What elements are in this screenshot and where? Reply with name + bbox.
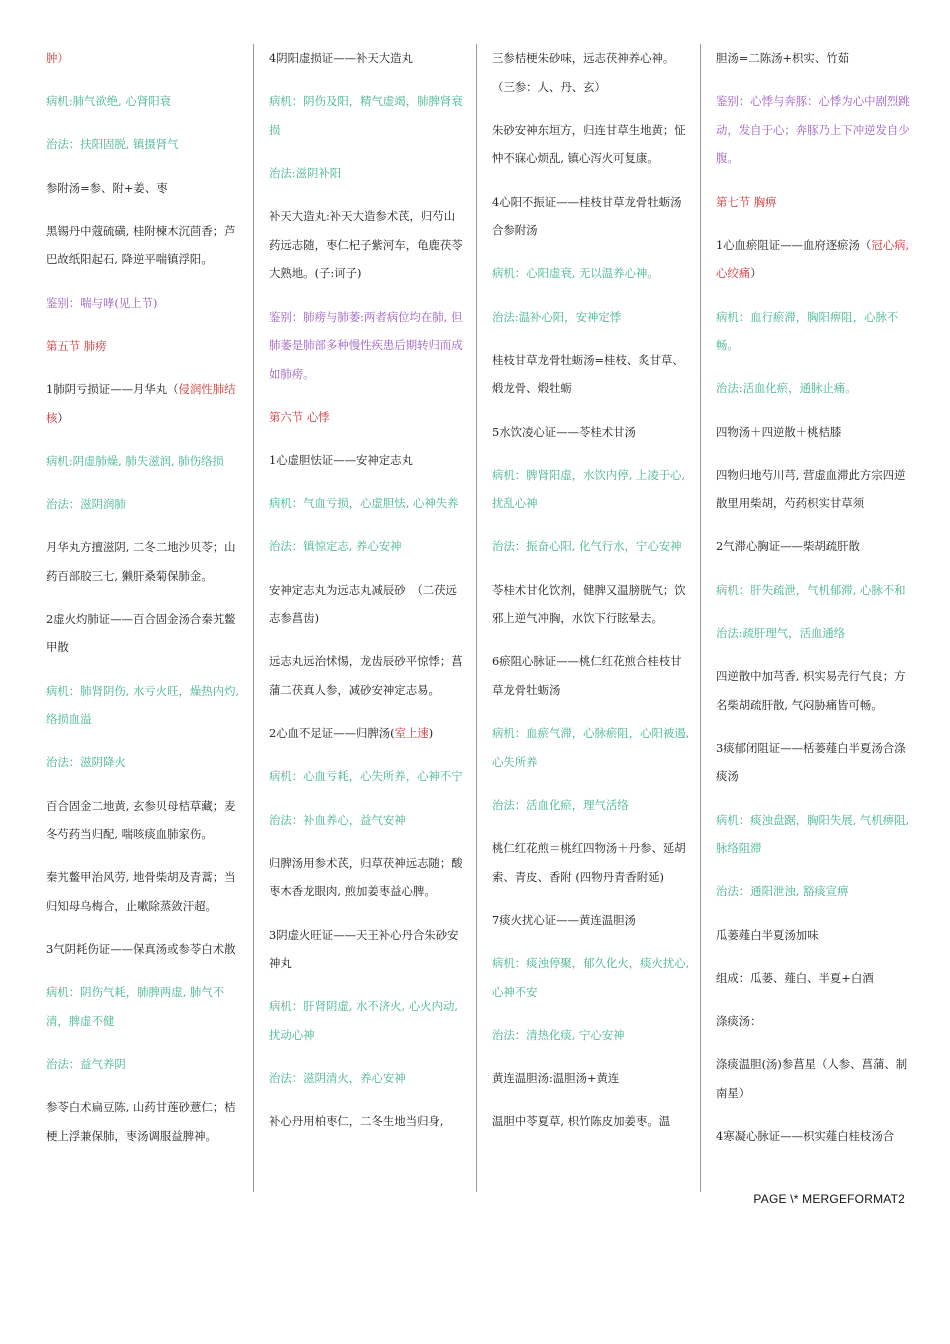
paragraph — [46, 792, 242, 849]
text-run: 3阴虚火旺证——天王补心丹合朱砂安神丸 — [269, 927, 459, 971]
paragraph — [46, 44, 242, 73]
paragraph — [269, 762, 466, 791]
paragraph-gap — [492, 705, 690, 720]
paragraph — [716, 921, 916, 950]
paragraph — [269, 806, 466, 835]
text-run: 3气阴耗伤证——保真汤或参苓白术散 — [46, 942, 236, 957]
paragraph — [492, 1021, 690, 1050]
text-run: 1心血瘀阻证——血府逐瘀汤（ — [716, 237, 872, 252]
paragraph-gap — [492, 288, 690, 303]
paragraph — [716, 461, 916, 518]
paragraph-gap — [46, 921, 242, 936]
paragraph — [716, 188, 916, 217]
paragraph — [46, 677, 242, 734]
paragraph — [46, 490, 242, 519]
paragraph — [716, 619, 916, 648]
text-run: 涤痰汤： — [716, 1013, 762, 1028]
text-run: ) — [428, 726, 434, 741]
paragraph — [269, 532, 466, 561]
paragraph-gap — [269, 288, 466, 303]
paragraph-gap — [716, 1107, 916, 1122]
text-run: 治法：活血化瘀，理气活络 — [492, 798, 629, 812]
text-run: 治法：通阳泄浊, 豁痰宣痹 — [716, 884, 849, 899]
text-run: 鉴别：心悸与奔豚：心悸为心中剧烈跳动，发自于心；奔豚乃上下冲逆发自少腹。 — [716, 94, 910, 166]
paragraph — [492, 791, 690, 820]
text-run: 温胆中苓夏草, 枳竹陈皮加姜枣。温 — [492, 1114, 671, 1129]
column-divider — [700, 44, 701, 1192]
text-run: 治法:滋阴补阳 — [269, 165, 342, 180]
text-run: 四逆散中加芎香, 枳实易壳行气良；方名柴胡疏肝散, 气闷胁痛皆可畅。 — [716, 669, 906, 712]
paragraph — [492, 188, 690, 245]
text-run: 室上速 — [394, 726, 429, 741]
paragraph — [269, 719, 466, 748]
text-run: 3痰郁闭阻证——栝蒌薤白半夏汤合涤痰汤 — [716, 740, 906, 784]
paragraph — [269, 403, 466, 432]
paragraph — [269, 87, 466, 144]
text-run: 四物归地芍川芎, 营虚血滞此方宗四逆散里用柴胡，芍药枳实甘草须 — [716, 467, 906, 511]
paragraph — [269, 921, 466, 978]
text-run: 病机：血行瘀滞，胸阳痹阻，心脉不畅。 — [716, 309, 899, 353]
paragraph — [46, 174, 242, 203]
paragraph-gap — [269, 906, 466, 921]
paragraph — [269, 992, 466, 1049]
text-run: 2虚火灼肺证——百合固金汤合秦艽鳖甲散 — [46, 611, 236, 655]
text-run: 病机：阴伤气耗，肺脾两虚, 肺气不清，脾虚不健 — [46, 985, 225, 1028]
paragraph-gap — [716, 446, 916, 461]
text-column-2 — [269, 44, 466, 1194]
paragraph-gap — [492, 820, 690, 835]
paragraph — [269, 202, 466, 288]
paragraph-gap — [46, 159, 242, 174]
text-run: 治法:温补心阳，安神定悸 — [492, 309, 622, 324]
paragraph-gap — [269, 518, 466, 533]
text-run: 1心虚胆怯证——安神定志丸 — [269, 453, 413, 468]
paragraph — [46, 217, 242, 274]
paragraph-gap — [46, 849, 242, 864]
text-run: 治法：益气养阴 — [46, 1057, 126, 1072]
text-run: 2气滞心胸证——柴胡疏肝散 — [716, 539, 860, 554]
column-divider — [253, 44, 254, 1192]
paragraph — [716, 44, 916, 73]
text-run: 病机：肺肾阴伤, 水亏火旺，燥热内灼, 络损血溢 — [46, 683, 240, 727]
column-divider — [476, 44, 477, 1192]
paragraph — [492, 461, 690, 518]
text-run: 病机：阴伤及阳，精气虚竭，肺脾肾衰损 — [269, 94, 463, 137]
paragraph — [46, 87, 242, 116]
text-run: 肿） — [46, 51, 69, 65]
text-run: 1肺阴亏损证——月华丸（ — [46, 381, 179, 396]
paragraph — [46, 605, 242, 662]
paragraph-gap — [492, 446, 690, 461]
paragraph-gap — [46, 518, 242, 533]
text-run: 黑锡丹中蔻硫磺, 桂附楝木沉茴香；芦巴故纸阳起石, 降逆平喘镇浮阳。 — [46, 223, 236, 267]
paragraph — [716, 532, 916, 561]
paragraph — [492, 719, 690, 776]
text-run: ） — [750, 266, 762, 281]
paragraph-gap — [716, 791, 916, 806]
text-run: 四物汤＋四逆散＋桃桔膝 — [716, 424, 842, 439]
paragraph-gap — [269, 834, 466, 849]
paragraph — [716, 662, 916, 719]
text-run: 病机：心血亏耗，心失所养，心神不宁 — [269, 769, 463, 784]
paragraph-gap — [716, 863, 916, 878]
paragraph-gap — [46, 274, 242, 289]
paragraph-gap — [269, 748, 466, 763]
paragraph-gap — [269, 1093, 466, 1108]
text-run: 参苓白术扁豆陈, 山药甘莲砂薏仁；桔梗上浮兼保肺，枣汤调服益脾神。 — [46, 1100, 236, 1143]
paragraph — [46, 748, 242, 777]
text-run: 治法：滋阴清火，养心安神 — [269, 1071, 406, 1086]
paragraph-gap — [46, 475, 242, 490]
text-run: 苓桂术甘化饮剂，健脾又温膀胱气；饮邪上逆气冲胸，水饮下行眩晕去。 — [492, 582, 686, 626]
text-run: 5水饮凌心证——苓桂术甘汤 — [492, 424, 636, 439]
paragraph — [716, 1050, 916, 1107]
paragraph-gap — [716, 992, 916, 1007]
paragraph-gap — [492, 1050, 690, 1065]
paragraph-gap — [492, 633, 690, 648]
text-run: 三参桔梗朱砂味，远志茯神养心神。（三参：人、丹、玄） — [492, 51, 675, 94]
paragraph — [269, 159, 466, 188]
paragraph-gap — [716, 1036, 916, 1051]
text-run: ） — [57, 410, 69, 425]
paragraph-gap — [46, 432, 242, 447]
paragraph — [716, 303, 916, 360]
paragraph-gap — [269, 475, 466, 490]
text-run: 病机：血瘀气滞，心脉瘀阻，心阳被遏, 心失所养 — [492, 726, 690, 769]
paragraph — [46, 1050, 242, 1079]
text-run: 涤痰温胆(汤)参菖星（人参、菖蒲、制南星） — [716, 1057, 908, 1100]
paragraph — [46, 289, 242, 318]
text-run: 安神定志丸为远志丸减辰砂 （二茯远志参菖齿) — [269, 582, 457, 626]
paragraph-gap — [716, 949, 916, 964]
paragraph — [46, 130, 242, 159]
text-run: 病机：肝失疏泄，气机郁滞, 心脉不和 — [716, 582, 906, 597]
text-run: 远志丸远治怵惕，龙齿辰砂平惊悸；菖蒲二茯真人参，减砂安神定志易。 — [269, 654, 463, 698]
text-run: 治法：滋阴润肺 — [46, 496, 126, 511]
paragraph — [46, 533, 242, 590]
text-run: 秦艽鳖甲治风劳, 地骨柴胡及青蒿；当归知母乌梅合，止嗽除蒸敛汗超。 — [46, 870, 236, 913]
text-run: 病机：气血亏损，心虚胆怯, 心神失养 — [269, 496, 459, 511]
text-run: 朱砂安神东垣方，归连甘草生地黄；怔忡不寐心烦乱, 镇心泻火可复康。 — [492, 122, 686, 166]
paragraph-gap — [716, 647, 916, 662]
text-run: 病机:阴虚肺燥, 肺失滋润, 肺伤络损 — [46, 453, 224, 468]
paragraph-gap — [46, 1036, 242, 1051]
text-run: 百合固金二地黄, 玄参贝母桔草藏；麦冬芍药当归配, 喘咳痰血肺家伤。 — [46, 798, 236, 842]
text-run: 治法:疏肝理气，活血通络 — [716, 625, 846, 640]
paragraph-gap — [716, 173, 916, 188]
text-run: 治法：扶阳固脱, 镇摄肾气 — [46, 137, 179, 152]
text-run: 补心丹用柏枣仁，二冬生地当归身, — [269, 1114, 444, 1129]
text-run: 组成：瓜蒌、薤白、半夏+白酒 — [716, 970, 874, 985]
paragraph — [46, 332, 242, 361]
text-run: 鉴别：喘与哮(见上节) — [46, 295, 158, 310]
text-run: 病机：心阳虚衰, 无以温养心神。 — [492, 266, 659, 281]
paragraph — [716, 418, 916, 447]
paragraph-gap — [269, 188, 466, 203]
paragraph-gap — [716, 906, 916, 921]
paragraph-gap — [46, 360, 242, 375]
paragraph-gap — [46, 317, 242, 332]
paragraph — [46, 1093, 242, 1150]
paragraph-gap — [492, 245, 690, 260]
paragraph — [716, 1122, 916, 1151]
paragraph — [269, 576, 466, 633]
paragraph — [269, 849, 466, 906]
paragraph-gap — [269, 633, 466, 648]
paragraph-gap — [269, 73, 466, 88]
paragraph — [716, 806, 916, 863]
paragraph-gap — [492, 891, 690, 906]
paragraph-gap — [716, 216, 916, 231]
paragraph-gap — [269, 432, 466, 447]
paragraph — [269, 446, 466, 475]
paragraph — [492, 576, 690, 633]
paragraph-gap — [716, 403, 916, 418]
paragraph-gap — [46, 777, 242, 792]
paragraph-gap — [492, 173, 690, 188]
paragraph — [269, 1107, 466, 1136]
paragraph — [492, 1064, 690, 1093]
text-column-3 — [492, 44, 690, 1194]
text-run: 侵润性肺结核 — [46, 381, 236, 425]
text-run: 治法：补血养心，益气安神 — [269, 812, 406, 827]
text-run: 病机：肝肾阴虚, 水不济火, 心火内动, 扰动心神 — [269, 999, 458, 1042]
paragraph — [269, 303, 466, 389]
paragraph — [269, 489, 466, 518]
paragraph — [492, 1107, 690, 1136]
text-column-4 — [716, 44, 916, 1194]
paragraph-gap — [492, 561, 690, 576]
paragraph — [716, 734, 916, 791]
paragraph-gap — [269, 791, 466, 806]
paragraph — [269, 647, 466, 704]
paragraph — [492, 418, 690, 447]
paragraph-gap — [492, 403, 690, 418]
text-run: 4寒凝心脉证——枳实薤白桂枝汤合 — [716, 1128, 895, 1143]
text-run: 治法：滋阴降火 — [46, 755, 126, 770]
paragraph — [269, 1064, 466, 1093]
paragraph-gap — [492, 935, 690, 950]
paragraph-gap — [716, 360, 916, 375]
text-run: 病机：痰浊盘踞，胸阳失展, 气机痹阻, 脉络阻滞 — [716, 812, 910, 856]
text-run: 第六节 心悸 — [269, 409, 330, 424]
paragraph-gap — [269, 144, 466, 159]
text-run: 归脾汤用参术芪，归草茯神远志随；酸枣木香龙眼肉, 煎加姜枣益心脾。 — [269, 855, 463, 899]
paragraph-gap — [716, 73, 916, 88]
text-run: 治法：振奋心阳, 化气行水，宁心安神 — [492, 539, 682, 554]
paragraph — [492, 44, 690, 101]
paragraph-gap — [716, 604, 916, 619]
text-run: 桂枝甘草龙骨牡蛎汤=桂枝、炙甘草、煅龙骨、煅牡蛎 — [492, 352, 684, 396]
text-run: 第五节 肺痨 — [46, 338, 107, 353]
paragraph — [716, 374, 916, 403]
paragraph — [492, 647, 690, 704]
paragraph-gap — [46, 116, 242, 131]
paragraph-gap — [46, 1079, 242, 1094]
text-run: 治法：清热化痰, 宁心安神 — [492, 1027, 625, 1042]
paragraph-gap — [269, 1050, 466, 1065]
text-run: 4心阳不振证——桂枝甘草龙骨牡蛎汤合参附汤 — [492, 194, 682, 238]
paragraph — [492, 346, 690, 403]
text-run: 鉴别：肺痨与肺萎:两者病位均在肺, 但肺萎是肺部多种慢性疾患后期转归而成如肺痨。 — [269, 309, 463, 381]
paragraph-gap — [492, 1093, 690, 1108]
paragraph-gap — [269, 561, 466, 576]
paragraph-gap — [269, 388, 466, 403]
paragraph-gap — [46, 662, 242, 677]
text-run: 月华丸方擅滋阴, 二冬二地沙贝苓；山药百部胶三七, 獭肝桑菊保肺金。 — [46, 540, 236, 583]
text-run: 病机：痰浊停聚，郁久化火，痰火扰心, 心神不安 — [492, 956, 690, 999]
text-run: 病机：脾肾阳虚，水饮内停, 上凌于心, 扰乱心神 — [492, 467, 686, 511]
paragraph — [492, 834, 690, 891]
text-run: 2心血不足证——归脾汤( — [269, 726, 395, 741]
paragraph — [492, 116, 690, 173]
text-run: 桃仁红花煎＝桃红四物汤＋丹参、延胡索、青皮、香附 (四物丹青香附延) — [492, 841, 686, 884]
text-run: 黄连温胆汤:温胆汤+黄连 — [492, 1071, 620, 1086]
text-run: 7痰火扰心证——黄连温胆汤 — [492, 912, 636, 927]
text-run: 第七节 胸痹 — [716, 194, 777, 209]
paragraph — [492, 906, 690, 935]
paragraph-gap — [46, 73, 242, 88]
paragraph-gap — [46, 202, 242, 217]
paragraph-gap — [492, 101, 690, 116]
paragraph — [46, 935, 242, 964]
text-run: 病机:肺气欲绝, 心肾阳衰 — [46, 94, 171, 109]
paragraph-gap — [716, 288, 916, 303]
paragraph — [492, 532, 690, 561]
paragraph-gap — [46, 734, 242, 749]
text-run: 胆汤=二陈汤+枳实、竹茹 — [716, 51, 849, 65]
paragraph — [46, 447, 242, 476]
paragraph-gap — [492, 776, 690, 791]
paragraph — [716, 87, 916, 173]
text-run: 治法：镇惊定志, 养心安神 — [269, 539, 402, 554]
paragraph — [492, 259, 690, 288]
paragraph — [716, 576, 916, 605]
paragraph — [716, 1007, 916, 1036]
paragraph — [46, 978, 242, 1035]
text-column-1 — [46, 44, 242, 1194]
paragraph — [492, 949, 690, 1006]
page-footer-field: PAGE \* MERGEFORMAT2 — [753, 1192, 905, 1206]
text-run: 补天大造丸:补天大造参术芪，归芍山药远志随，枣仁杞子紫河车，龟鹿茯苓大熟地。(子:诃子) — [269, 209, 463, 281]
paragraph — [46, 863, 242, 920]
text-run: 6瘀阻心脉证——桃仁红花煎合桂枝甘草龙骨牡蛎汤 — [492, 654, 682, 698]
paragraph-gap — [716, 518, 916, 533]
text-run: 参附汤=参、附+姜、枣 — [46, 180, 168, 195]
paragraph — [716, 964, 916, 993]
paragraph — [46, 375, 242, 432]
paragraph — [492, 303, 690, 332]
text-run: 冠心病, 心绞痛 — [716, 237, 910, 281]
paragraph-gap — [492, 1006, 690, 1021]
paragraph-gap — [46, 964, 242, 979]
paragraph-gap — [269, 705, 466, 720]
paragraph — [269, 44, 466, 73]
paragraph-gap — [492, 331, 690, 346]
text-run: 瓜蒌薤白半夏汤加味 — [716, 927, 819, 942]
text-run: 4阴阳虚损证——补天大造丸 — [269, 51, 413, 65]
paragraph-gap — [716, 561, 916, 576]
paragraph — [716, 877, 916, 906]
paragraph-gap — [46, 590, 242, 605]
paragraph-gap — [269, 978, 466, 993]
paragraph — [716, 231, 916, 288]
paragraph-gap — [492, 518, 690, 533]
paragraph-gap — [716, 719, 916, 734]
text-run: 治法:活血化瘀，通脉止痛。 — [716, 381, 857, 396]
